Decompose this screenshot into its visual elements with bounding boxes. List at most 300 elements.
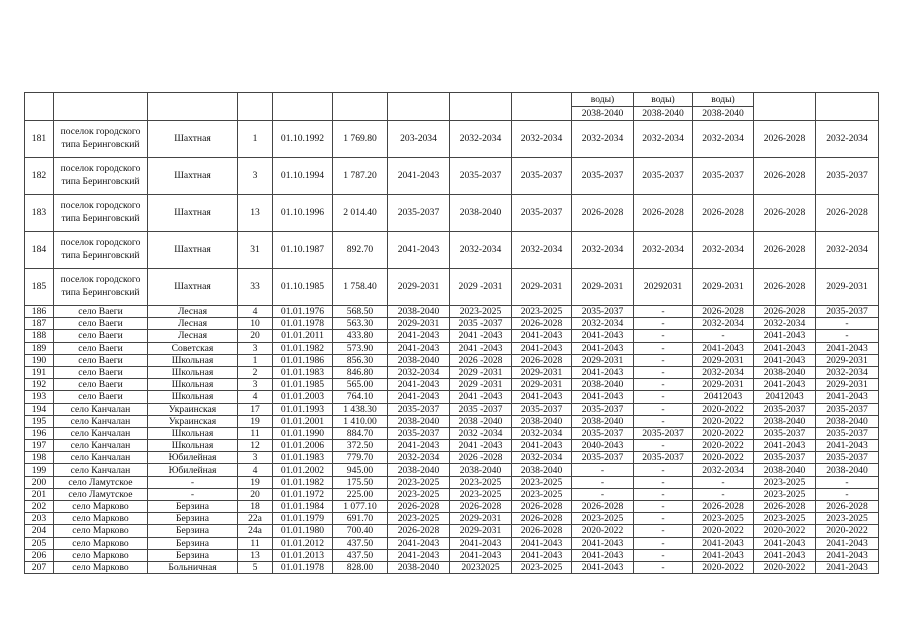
period-cell: 2041-2043: [816, 561, 879, 573]
house-number-cell: 11: [238, 427, 273, 439]
commission-date-cell: 01.01.2003: [273, 391, 333, 403]
period-cell: -: [816, 488, 879, 500]
house-number-cell: 10: [238, 318, 273, 330]
row-number-cell: 189: [25, 342, 54, 354]
street-cell: Лесная: [148, 318, 238, 330]
period-cell: 2041-2043: [512, 342, 572, 354]
table-row: [25, 121, 879, 158]
period-cell: 2020-2022: [754, 525, 816, 537]
period-cell: 2035-2037: [816, 403, 879, 415]
header-year-cell: 2038-2040: [634, 107, 693, 121]
table-row: [25, 537, 879, 549]
period-cell: 2020-2022: [693, 440, 754, 452]
period-cell: 2020-2022: [693, 415, 754, 427]
street-cell: Шахтная: [148, 269, 238, 306]
street-cell: Украинская: [148, 415, 238, 427]
area-cell: 433.80: [333, 330, 388, 342]
settlement-cell: село Марково: [54, 501, 148, 513]
period-cell: 2029-2031: [816, 379, 879, 391]
period-cell: 2041-2043: [388, 391, 450, 403]
period-cell: 2041-2043: [693, 549, 754, 561]
period-cell: 2023-2025: [388, 513, 450, 525]
row-number-cell: 207: [25, 561, 54, 573]
period-cell: 2035-2037: [754, 427, 816, 439]
period-cell: 2041-2043: [816, 342, 879, 354]
area-cell: 568.50: [333, 306, 388, 318]
period-cell: 2038-2040: [754, 464, 816, 476]
period-cell: 2035-2037: [754, 403, 816, 415]
period-cell: -: [816, 330, 879, 342]
period-cell: 2035-2037: [512, 403, 572, 415]
period-cell: 2035-2037: [816, 452, 879, 464]
header-cell: [450, 93, 512, 121]
house-number-cell: 4: [238, 464, 273, 476]
table-row: [25, 318, 879, 330]
table-row: [25, 330, 879, 342]
period-cell: 2032-2034: [754, 318, 816, 330]
period-cell: -: [634, 366, 693, 378]
settlement-cell: село Ламутское: [54, 476, 148, 488]
area-cell: 175.50: [333, 476, 388, 488]
period-cell: 2035 -2037: [450, 403, 512, 415]
street-cell: Шахтная: [148, 232, 238, 269]
table-row: [25, 415, 879, 427]
period-cell: 2023-2025: [816, 513, 879, 525]
header-cell: [273, 93, 333, 121]
area-cell: 884.70: [333, 427, 388, 439]
settlement-cell: село Ваеги: [54, 354, 148, 366]
period-cell: 2035-2037: [816, 427, 879, 439]
period-cell: 2041-2043: [816, 549, 879, 561]
period-cell: -: [634, 391, 693, 403]
commission-date-cell: 01.01.1982: [273, 476, 333, 488]
street-cell: Школьная: [148, 427, 238, 439]
period-cell: 2038-2040: [754, 415, 816, 427]
period-cell: 2029-2031: [512, 379, 572, 391]
row-number-cell: 186: [25, 306, 54, 318]
period-cell: -: [693, 476, 754, 488]
period-cell: 2038-2040: [572, 415, 634, 427]
street-cell: Больничная: [148, 561, 238, 573]
street-cell: Школьная: [148, 440, 238, 452]
house-number-cell: 19: [238, 415, 273, 427]
commission-date-cell: 01.01.2006: [273, 440, 333, 452]
header-row: [25, 93, 879, 107]
period-cell: 2041-2043: [512, 537, 572, 549]
row-number-cell: 204: [25, 525, 54, 537]
period-cell: 2026 -2028: [450, 452, 512, 464]
row-number-cell: 192: [25, 379, 54, 391]
header-cell: [238, 93, 273, 121]
period-cell: 2023-2025: [450, 476, 512, 488]
period-cell: 2026-2028: [450, 501, 512, 513]
house-number-cell: 17: [238, 403, 273, 415]
settlement-cell: село Ваеги: [54, 306, 148, 318]
row-number-cell: 187: [25, 318, 54, 330]
street-cell: Лесная: [148, 330, 238, 342]
commission-date-cell: 01.10.1985: [273, 269, 333, 306]
table-row: [25, 232, 879, 269]
period-cell: 2041-2043: [572, 537, 634, 549]
house-number-cell: 1: [238, 354, 273, 366]
house-number-cell: 19: [238, 476, 273, 488]
settlement-cell: село Ваеги: [54, 330, 148, 342]
row-number-cell: 202: [25, 501, 54, 513]
period-cell: 2041 -2043: [450, 440, 512, 452]
period-cell: 2041-2043: [512, 330, 572, 342]
settlement-cell: поселок городского типа Беринговский: [54, 121, 148, 158]
table-row: [25, 476, 879, 488]
period-cell: 2041-2043: [572, 391, 634, 403]
row-number-cell: 196: [25, 427, 54, 439]
period-cell: 2041-2043: [572, 330, 634, 342]
period-cell: 2035 -2037: [450, 318, 512, 330]
period-cell: 2023-2025: [572, 513, 634, 525]
house-number-cell: 3: [238, 342, 273, 354]
area-cell: 700.40: [333, 525, 388, 537]
period-cell: 2041-2043: [816, 537, 879, 549]
period-cell: 2041 -2043: [450, 342, 512, 354]
period-cell: 2026-2028: [512, 513, 572, 525]
table-row: [25, 452, 879, 464]
row-number-cell: 191: [25, 366, 54, 378]
period-cell: -: [572, 476, 634, 488]
period-cell: -: [693, 488, 754, 500]
street-cell: Берзина: [148, 549, 238, 561]
row-number-cell: 203: [25, 513, 54, 525]
period-cell: -: [634, 415, 693, 427]
commission-date-cell: 01.01.1982: [273, 342, 333, 354]
header-cell: [148, 93, 238, 121]
period-cell: 2023-2025: [754, 488, 816, 500]
period-cell: 2026-2028: [754, 269, 816, 306]
header-cell: [512, 93, 572, 121]
area-cell: 565.00: [333, 379, 388, 391]
area-cell: 437.50: [333, 537, 388, 549]
row-number-cell: 200: [25, 476, 54, 488]
area-cell: 225.00: [333, 488, 388, 500]
period-cell: 2023-2025: [388, 476, 450, 488]
period-cell: -: [693, 330, 754, 342]
period-cell: 2029-2031: [693, 354, 754, 366]
period-cell: -: [634, 403, 693, 415]
house-number-cell: 1: [238, 121, 273, 158]
row-number-cell: 205: [25, 537, 54, 549]
period-cell: 2026-2028: [572, 195, 634, 232]
house-number-cell: 4: [238, 391, 273, 403]
period-cell: -: [572, 488, 634, 500]
settlement-cell: село Канчалан: [54, 452, 148, 464]
period-cell: 2041-2043: [388, 440, 450, 452]
period-cell: -: [634, 488, 693, 500]
period-cell: 2032-2034: [693, 232, 754, 269]
header-cell: [754, 93, 816, 121]
period-cell: 2032 -2034: [450, 427, 512, 439]
period-cell: 2041-2043: [512, 549, 572, 561]
period-cell: 2032-2034: [388, 366, 450, 378]
period-cell: 2038-2040: [754, 366, 816, 378]
house-number-cell: 3: [238, 379, 273, 391]
commission-date-cell: 01.10.1987: [273, 232, 333, 269]
period-cell: 2035-2037: [388, 195, 450, 232]
period-cell: 2020-2022: [693, 561, 754, 573]
period-cell: 2029-2031: [572, 354, 634, 366]
period-cell: 20412043: [754, 391, 816, 403]
area-cell: 691.70: [333, 513, 388, 525]
period-cell: 2035-2037: [816, 158, 879, 195]
period-cell: 2035-2037: [754, 452, 816, 464]
table-row: [25, 379, 879, 391]
row-number-cell: 183: [25, 195, 54, 232]
row-number-cell: 197: [25, 440, 54, 452]
row-number-cell: 199: [25, 464, 54, 476]
period-cell: 2026-2028: [816, 501, 879, 513]
period-cell: 2020-2022: [693, 525, 754, 537]
period-cell: 2038 -2040: [450, 415, 512, 427]
period-cell: 2035-2037: [572, 427, 634, 439]
period-cell: 2026-2028: [512, 501, 572, 513]
period-cell: 2032-2034: [450, 121, 512, 158]
period-cell: 2032-2034: [816, 366, 879, 378]
period-cell: 2029-2031: [816, 269, 879, 306]
period-cell: 2035-2037: [512, 195, 572, 232]
commission-date-cell: 01.01.1972: [273, 488, 333, 500]
period-cell: 2029-2031: [512, 269, 572, 306]
period-cell: 2026-2028: [754, 158, 816, 195]
commission-date-cell: 01.01.2002: [273, 464, 333, 476]
period-cell: 2038-2040: [388, 464, 450, 476]
area-cell: 846.80: [333, 366, 388, 378]
period-cell: 2032-2034: [512, 427, 572, 439]
street-cell: Берзина: [148, 513, 238, 525]
period-cell: 2026 -2028: [450, 354, 512, 366]
period-cell: 2035-2037: [634, 452, 693, 464]
period-cell: 2029 -2031: [450, 366, 512, 378]
street-cell: Лесная: [148, 306, 238, 318]
street-cell: Школьная: [148, 379, 238, 391]
period-cell: 2041-2043: [512, 391, 572, 403]
row-number-cell: 181: [25, 121, 54, 158]
area-cell: 1 787.20: [333, 158, 388, 195]
period-cell: -: [634, 537, 693, 549]
period-cell: 2041-2043: [388, 342, 450, 354]
commission-date-cell: 01.01.2001: [273, 415, 333, 427]
period-cell: 2032-2034: [450, 232, 512, 269]
period-cell: 2032-2034: [634, 121, 693, 158]
period-cell: 2032-2034: [693, 318, 754, 330]
period-cell: 2032-2034: [512, 121, 572, 158]
period-cell: 2026-2028: [512, 525, 572, 537]
period-cell: -: [634, 525, 693, 537]
commission-date-cell: 01.10.1994: [273, 158, 333, 195]
house-number-cell: 22а: [238, 513, 273, 525]
period-cell: 2023-2025: [512, 306, 572, 318]
street-cell: Шахтная: [148, 121, 238, 158]
period-cell: 2041-2043: [572, 561, 634, 573]
period-cell: 2041-2043: [388, 549, 450, 561]
period-cell: 2041-2043: [512, 440, 572, 452]
period-cell: 2041-2043: [754, 354, 816, 366]
settlement-cell: село Канчалан: [54, 415, 148, 427]
settlement-cell: село Ламутское: [54, 488, 148, 500]
area-cell: 764.10: [333, 391, 388, 403]
period-cell: 2032-2034: [512, 232, 572, 269]
period-cell: 20412043: [693, 391, 754, 403]
period-cell: 2041-2043: [754, 342, 816, 354]
period-cell: 2023-2025: [450, 488, 512, 500]
area-cell: 372.50: [333, 440, 388, 452]
settlement-cell: село Ваеги: [54, 366, 148, 378]
period-cell: 2026-2028: [693, 195, 754, 232]
settlement-cell: село Канчалан: [54, 427, 148, 439]
period-cell: 2041-2043: [816, 440, 879, 452]
commission-date-cell: 01.01.1978: [273, 318, 333, 330]
house-number-cell: 4: [238, 306, 273, 318]
header-cell-water: воды): [634, 93, 693, 107]
period-cell: 2032-2034: [634, 232, 693, 269]
street-cell: Советская: [148, 342, 238, 354]
table-row: [25, 440, 879, 452]
period-cell: -: [634, 440, 693, 452]
house-number-cell: 18: [238, 501, 273, 513]
area-cell: 2 014.40: [333, 195, 388, 232]
settlement-cell: село Марково: [54, 525, 148, 537]
period-cell: -: [634, 318, 693, 330]
period-cell: 2026-2028: [754, 195, 816, 232]
period-cell: 2041-2043: [816, 391, 879, 403]
period-cell: 2035-2037: [693, 158, 754, 195]
table-row: [25, 403, 879, 415]
period-cell: 2041-2043: [388, 379, 450, 391]
period-cell: 2041 -2043: [450, 330, 512, 342]
street-cell: Школьная: [148, 391, 238, 403]
house-number-cell: 3: [238, 158, 273, 195]
commission-date-cell: 01.01.2013: [273, 549, 333, 561]
row-number-cell: 188: [25, 330, 54, 342]
header-cell-water: воды): [693, 93, 754, 107]
commission-date-cell: 01.01.1983: [273, 452, 333, 464]
period-cell: 2041-2043: [754, 549, 816, 561]
row-number-cell: 206: [25, 549, 54, 561]
house-number-cell: 2: [238, 366, 273, 378]
period-cell: 2026-2028: [388, 525, 450, 537]
period-cell: 2041-2043: [388, 537, 450, 549]
period-cell: -: [634, 342, 693, 354]
street-cell: Школьная: [148, 366, 238, 378]
table-row: [25, 195, 879, 232]
period-cell: 20232025: [450, 561, 512, 573]
period-cell: 2032-2034: [693, 464, 754, 476]
row-number-cell: 194: [25, 403, 54, 415]
header-year-cell: 2038-2040: [572, 107, 634, 121]
period-cell: 2041-2043: [754, 440, 816, 452]
row-number-cell: 201: [25, 488, 54, 500]
header-cell: [388, 93, 450, 121]
table-row: [25, 549, 879, 561]
period-cell: 2029-2031: [450, 525, 512, 537]
period-cell: 2020-2022: [693, 427, 754, 439]
period-cell: 2026-2028: [754, 232, 816, 269]
settlement-cell: село Ваеги: [54, 379, 148, 391]
period-cell: 2038-2040: [816, 415, 879, 427]
table-row: [25, 366, 879, 378]
period-cell: 2035-2037: [572, 452, 634, 464]
period-cell: 2029-2031: [388, 269, 450, 306]
period-cell: 2041-2043: [388, 158, 450, 195]
period-cell: 2035-2037: [388, 403, 450, 415]
period-cell: 2041-2043: [450, 537, 512, 549]
commission-date-cell: 01.01.1984: [273, 501, 333, 513]
commission-date-cell: 01.01.2012: [273, 537, 333, 549]
period-cell: 2029-2031: [816, 354, 879, 366]
period-cell: 2041-2043: [754, 379, 816, 391]
period-cell: 2041-2043: [693, 537, 754, 549]
table-row: [25, 464, 879, 476]
period-cell: 2023-2025: [512, 476, 572, 488]
period-cell: 2029 -2031: [450, 269, 512, 306]
period-cell: 2038-2040: [450, 195, 512, 232]
house-number-cell: 20: [238, 330, 273, 342]
commission-date-cell: 01.01.1978: [273, 561, 333, 573]
period-cell: 2035-2037: [450, 158, 512, 195]
settlement-cell: село Марково: [54, 513, 148, 525]
period-cell: 2032-2034: [693, 121, 754, 158]
street-cell: Школьная: [148, 354, 238, 366]
period-cell: 2041-2043: [572, 342, 634, 354]
commission-date-cell: 01.01.1985: [273, 379, 333, 391]
commission-date-cell: 01.01.2011: [273, 330, 333, 342]
period-cell: 2023-2025: [754, 513, 816, 525]
header-cell: [333, 93, 388, 121]
period-cell: 2041-2043: [754, 537, 816, 549]
header-cell: [25, 93, 54, 121]
period-cell: 2032-2034: [572, 232, 634, 269]
period-cell: 2038-2040: [512, 415, 572, 427]
settlement-cell: село Канчалан: [54, 440, 148, 452]
settlement-cell: село Ваеги: [54, 318, 148, 330]
period-cell: 2029 -2031: [450, 379, 512, 391]
commission-date-cell: 01.01.1990: [273, 427, 333, 439]
house-number-cell: 13: [238, 195, 273, 232]
period-cell: 2032-2034: [512, 452, 572, 464]
period-cell: 2029-2031: [388, 318, 450, 330]
street-cell: Шахтная: [148, 158, 238, 195]
period-cell: 2026-2028: [693, 501, 754, 513]
area-cell: 1 769.80: [333, 121, 388, 158]
settlement-cell: село Марково: [54, 549, 148, 561]
period-cell: -: [634, 561, 693, 573]
table-row: [25, 427, 879, 439]
period-cell: -: [634, 330, 693, 342]
commission-date-cell: 01.01.1980: [273, 525, 333, 537]
period-cell: 2029-2031: [572, 269, 634, 306]
settlement-cell: село Марково: [54, 561, 148, 573]
row-number-cell: 190: [25, 354, 54, 366]
house-number-cell: 12: [238, 440, 273, 452]
table-row: [25, 158, 879, 195]
area-cell: 945.00: [333, 464, 388, 476]
row-number-cell: 195: [25, 415, 54, 427]
period-cell: 2023-2025: [388, 488, 450, 500]
period-cell: -: [634, 549, 693, 561]
period-cell: -: [634, 306, 693, 318]
period-cell: -: [634, 354, 693, 366]
period-cell: 2035-2037: [572, 158, 634, 195]
table-row: [25, 391, 879, 403]
period-cell: 2029-2031: [693, 269, 754, 306]
settlement-cell: село Канчалан: [54, 403, 148, 415]
period-cell: -: [816, 318, 879, 330]
